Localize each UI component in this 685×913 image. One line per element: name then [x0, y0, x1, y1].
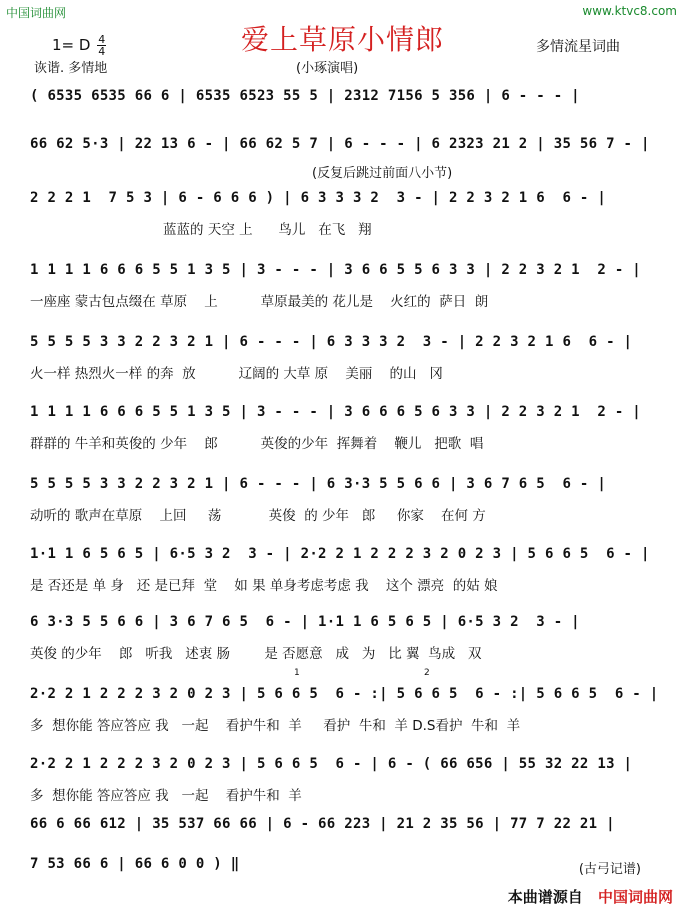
notation-line: 2·2 2 1 2 2 2 3 2 0 2 3 | 5 6 6 5 6 - | 6 - ( 66 656 | 55 32 22 13 | [30, 756, 633, 772]
source-prefix: 本曲谱源自 [507, 888, 583, 906]
notation-line: 6 3·3 5 5 6 6 | 3 6 7 6 5 6 - | 1·1 1 6 5 6 5 | 6·5 3 2 3 - | [30, 614, 580, 630]
notation-line: 66 6 66 612 | 35 537 66 66 | 6 - 66 223 | 21 2 35 56 | 77 7 22 21 | [30, 816, 615, 832]
notation-line: 66 62 5·3 | 22 13 6 - | 66 62 5 7 | 6 - - - | 6 2323 21 2 | 35 56 7 - | [30, 136, 650, 152]
lyric-line: 群群的 牛羊和英俊的 少年 郎 英俊的少年 挥舞着 鞭儿 把歌 唱 [30, 436, 484, 452]
notation-line: 1 1 1 1 6 6 6 5 5 1 3 5 | 3 - - - | 3 6 6 6 5 6 3 3 | 2 2 3 2 1 2 - | [30, 404, 642, 420]
notation-line: 2 2 2 1 7 5 3 | 6 - 6 6 6 ) | 6 3 3 3 2 3 - | 2 2 3 2 1 6 6 - | [30, 190, 607, 206]
notation-line: ( 6535 6535 66 6 | 6535 6523 55 5 | 2312 7156 5 356 | 6 - - - | [30, 88, 580, 104]
lyric-line: 动听的 歌声在草原 上回 荡 英俊 的 少年 郎 你家 在何 方 [30, 508, 486, 524]
lyric-line: 一座座 蒙古包点缀在 草原 上 草原最美的 花儿是 火红的 萨日 朗 [30, 294, 489, 310]
lyric-line: 火一样 热烈火一样 的奔 放 辽阔的 大草 原 美丽 的山 冈 [30, 366, 443, 382]
key-signature [52, 34, 106, 57]
notation-line: 5 5 5 5 3 3 2 2 3 2 1 | 6 - - - | 6 3·3 5 5 6 6 | 3 6 7 6 5 6 - | [30, 476, 607, 492]
notation-line: 5 5 5 5 3 3 2 2 3 2 1 | 6 - - - | 6 3 3 3 2 3 - | 2 2 3 2 1 6 6 - | [30, 334, 633, 350]
meter-bottom: 4 [98, 45, 106, 58]
lyric-line: 是 否还是 单 身 还 是已拜 堂 如 果 单身考虑考虑 我 这个 漂亮 的姑 娘 [30, 578, 498, 594]
notation-line: 7 53 66 6 | 66 6 0 0 ) ‖ [30, 856, 240, 872]
key-label: 1= D [52, 36, 91, 54]
lyric-line: 蓝蓝的 天空 上 鸟儿 在飞 翔 [30, 222, 372, 238]
song-title: 爱上草原小情郎 [240, 23, 444, 56]
notation-line: 1 1 1 1 6 6 6 5 5 1 3 5 | 3 - - - | 3 6 6 5 5 6 3 3 | 2 2 3 2 1 2 - | [30, 262, 642, 278]
source-footer [508, 886, 673, 907]
notation-line: 2·2 2 1 2 2 2 3 2 0 2 3 | 5 6 6 5 6 - :| 5 6 6 5 6 - :| 5 6 6 5 6 - | [30, 686, 659, 702]
lyric-line: 多 想你能 答应答应 我 一起 看护牛和 羊 [30, 788, 302, 804]
lyric-line: 英俊 的少年 郎 听我 述衷 肠 是 否愿意 成 为 比 翼 鸟成 双 [30, 646, 482, 662]
site-logo-text[interactable]: 中国词曲网 [6, 6, 67, 20]
performance-direction: 诙谐. 多情地 [34, 61, 108, 76]
ending-2-marker: 2 [424, 668, 430, 678]
transcriber-credit: (古弓记谱) [578, 862, 641, 877]
singer-credit: (小琢演唱) [296, 61, 359, 76]
lyric-line: 多 想你能 答应答应 我 一起 看护牛和 羊 看护 牛和 羊 D.S看护 牛和 羊 [30, 718, 521, 734]
repeat-instruction: (反复后跳过前面八小节) [312, 166, 453, 181]
ending-1-marker: 1 [294, 668, 300, 678]
meter-top: 4 [98, 33, 106, 46]
site-url-link[interactable]: www.ktvc8.com [582, 4, 677, 18]
time-signature [97, 34, 106, 57]
source-brand-link[interactable]: 中国词曲网 [597, 888, 673, 906]
notation-line: 1·1 1 6 5 6 5 | 6·5 3 2 3 - | 2·2 2 1 2 2 2 3 2 0 2 3 | 5 6 6 5 6 - | [30, 546, 650, 562]
composer-credit: 多情流星词曲 [536, 39, 620, 55]
